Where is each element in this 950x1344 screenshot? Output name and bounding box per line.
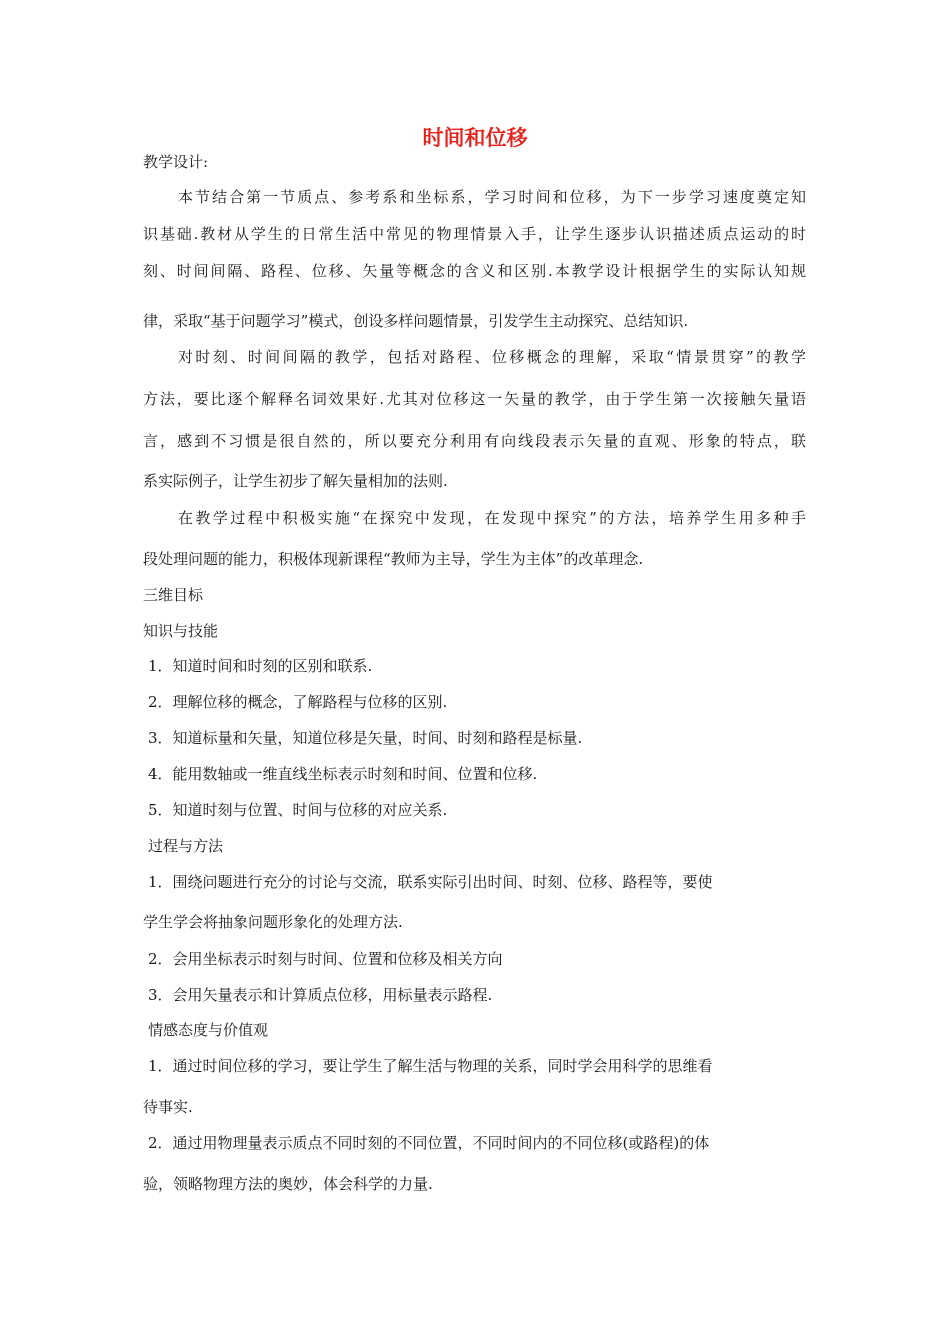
process-item-1-line1: 1．围绕问题进行充分的讨论与交流，联系实际引出时间、时刻、位移、路程等，要使	[148, 873, 713, 891]
knowledge-item-4: 4．能用数轴或一维直线坐标表示时刻和时间、位置和位移.	[148, 765, 538, 783]
para2-line2: 方法，要比逐个解释名词效果好.尤其对位移这一矢量的教学，由于学生第一次接触矢量语	[143, 390, 806, 408]
emotion-item-1-line1: 1．通过时间位移的学习，要让学生了解生活与物理的关系，同时学会用科学的思维看	[148, 1057, 713, 1075]
para1-line2: 识基础.教材从学生的日常生活中常见的物理情景入手，让学生逐步认识描述质点运动的时	[143, 225, 806, 243]
knowledge-item-2: 2．理解位移的概念，了解路程与位移的区别.	[148, 693, 448, 711]
knowledge-item-5: 5．知道时刻与位置、时间与位移的对应关系.	[148, 801, 448, 819]
heading-teaching-design: 教学设计:	[143, 153, 209, 171]
knowledge-item-3: 3．知道标量和矢量，知道位移是矢量，时间、时刻和路程是标量.	[148, 729, 583, 747]
document-title: 时间和位移	[422, 125, 528, 150]
heading-emotion-values: 情感态度与价值观	[148, 1021, 269, 1039]
heading-process-methods: 过程与方法	[148, 837, 224, 855]
emotion-item-2-line1: 2．通过用物理量表示质点不同时刻的不同位置，不同时间内的不同位移(或路程)的体	[148, 1134, 710, 1152]
para2-line4: 系实际例子，让学生初步了解矢量相加的法则.	[143, 472, 448, 490]
para1-line3: 刻、时间间隔、路程、位移、矢量等概念的含义和区别.本教学设计根据学生的实际认知规	[143, 262, 806, 280]
knowledge-item-1: 1．知道时间和时刻的区别和联系.	[148, 657, 373, 675]
para1-line1: 本节结合第一节质点、参考系和坐标系，学习时间和位移，为下一步学习速度奠定知	[178, 188, 806, 206]
process-item-1-line2: 学生学会将抽象问题形象化的处理方法.	[143, 913, 403, 931]
para3-line1: 在教学过程中积极实施“在探究中发现，在发现中探究”的方法，培养学生用多种手	[178, 509, 806, 527]
process-item-3: 3．会用矢量表示和计算质点位移，用标量表示路程.	[148, 986, 493, 1004]
para3-line2: 段处理问题的能力，积极体现新课程“教师为主导，学生为主体”的改革理念.	[143, 550, 644, 568]
emotion-item-1-line2: 待事实.	[143, 1098, 193, 1116]
heading-three-goals: 三维目标	[143, 586, 204, 604]
para1-line4: 律，采取“基于问题学习”模式，创设多样问题情景，引发学生主动探究、总结知识.	[143, 312, 689, 330]
emotion-item-2-line2: 验，领略物理方法的奥妙，体会科学的力量.	[143, 1175, 433, 1193]
process-item-2: 2．会用坐标表示时刻与时间、位置和位移及相关方向	[148, 950, 503, 968]
para2-line3: 言，感到不习惯是很自然的，所以要充分利用有向线段表示矢量的直观、形象的特点，联	[143, 432, 806, 450]
para2-line1: 对时刻、时间间隔的教学，包括对路程、位移概念的理解，采取“情景贯穿”的教学	[178, 348, 806, 366]
heading-knowledge-skills: 知识与技能	[143, 622, 219, 640]
